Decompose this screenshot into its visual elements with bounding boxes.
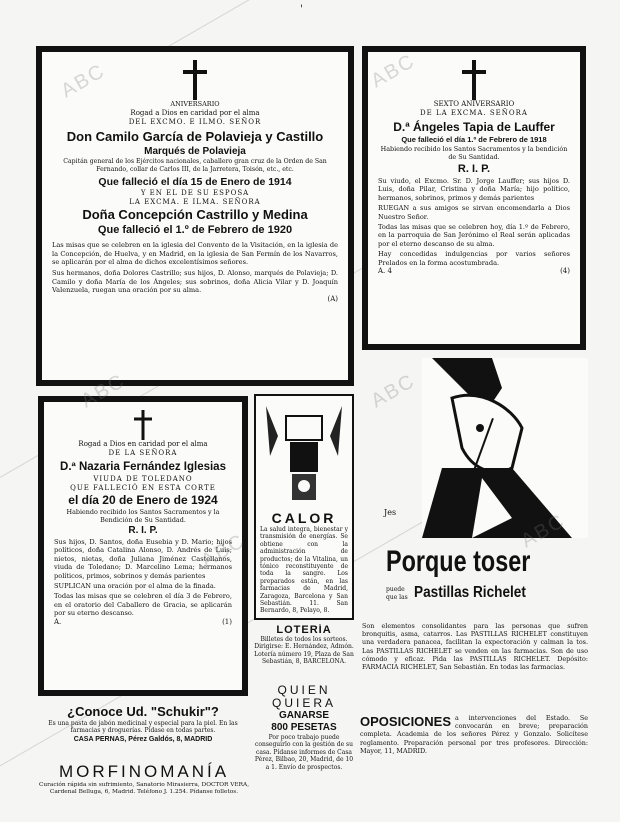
loteria-ad [254, 624, 354, 680]
family-text: Sus hermanos, doña Dolores Castrillo; sus hijos, D. Alonso, marqués de Polavieja; D. Camilo y doña María de los Ángeles; sus sobrinos, doña Alicia Vilar y D. Joaquín Valenzuela, ruegan una oración por su alma. [52, 269, 338, 295]
calor-heading: CALOR [271, 510, 337, 526]
and-wife-line: Y EN EL DE SU ESPOSA [140, 189, 250, 198]
cross-icon [183, 60, 207, 100]
pastillas-body-block [362, 622, 588, 714]
wife-death-date: Que falleció el 1.º de Febrero de 1920 [97, 224, 293, 237]
widow-line: VIUDA DE TOLEDANO [93, 475, 193, 483]
ref-number: (4) [560, 267, 570, 276]
reference: A. 4 [378, 267, 392, 276]
calor-ad [254, 394, 354, 620]
oposiciones-heading: OPOSICIONES [360, 714, 452, 729]
date-prefix: QUE FALLECIÓ EN ESTA CORTE [70, 484, 216, 492]
deceased-name: D.ª Nazaria Fernández Iglesias [60, 461, 226, 473]
loteria-heading: LOTERÍA [276, 624, 332, 636]
abc-watermark: ABC [197, 529, 250, 573]
sacraments: Habiendo recibido los Santos Sacramentos y la Bendición de Su Santidad. [66, 508, 220, 524]
rip: R. I. P. [457, 163, 491, 175]
rip: R. I. P. [128, 525, 158, 536]
masses-text: Todas las misas que se celebren el día 3 de Febrero, en el oratorio del Caballero de Gracia, se aplicarán por su eterno descanso. [54, 592, 232, 618]
honor-line: DE LA EXCMA. SEÑORA [420, 109, 528, 117]
abc-watermark: ABC [517, 509, 570, 553]
deceased-title: Marqués de Polavieja [144, 146, 246, 157]
sacraments: Habiendo recibido los Santos Sacramentos y la bendición de Su Santidad. [380, 145, 568, 161]
quien-line-4: 800 PESETAS [271, 722, 337, 733]
morfinomania-body: Curación rápida sin sufrimiento, Sanatorio Mirasierra, DOCTOR VERA, Cardenal Belluga, 6, Madrid. Teléfono J. 1.254. Pídanse folletos. [38, 782, 250, 796]
deceased-name: Don Camilo García de Polavieja y Castillo [66, 129, 324, 144]
obituary-polavieja [36, 46, 354, 386]
honor-line: DE LA SEÑORA [108, 449, 178, 457]
abc-watermark: ABC [367, 369, 420, 413]
kicker: ANIVERSARIO [170, 100, 220, 108]
pastillas-prefix: Jes [384, 508, 397, 517]
calor-body: La salud integra, bienestar y transmisión de energías. Se obtiene con la administración de productos; de la Vitalina, un tónico reconstituyente de toda la sangre. Los preparados están, en las farmacias de Madrid, Zaragoza, Barcelona y San Sebastián. 11. San Bernardo, 8, Pelayo, 8. [260, 526, 348, 615]
pray-line: Rogad a Dios en caridad por el alma [130, 109, 260, 117]
pastillas-body: Son elementos consolidantes para las personas que sufren bronquitis, asma, catarros. Las PASTILLAS RICHELET constituyen una verdadera panacea, facilitan la expectoración y calman la tos. Las PASTILLAS RICHELET se venden en las farmacias. Son de uso cómodo y eficaz. Pida las PASTILLAS RICHELET. Depósito: FARMACIA RICHELET, San Sebastián. En todas las farmacias. [362, 622, 588, 672]
wife-honor: LA EXCMA. E ILMA. SEÑORA [129, 198, 261, 207]
indulgences-text: Hay concedidas indulgencias por varios señores Prelados en la forma acostumbrada. [378, 250, 570, 267]
abc-watermark: ABC [57, 59, 110, 103]
honor-line: DEL EXCMO. E ILMO. SEÑOR [128, 118, 262, 126]
ref-number: (1) [222, 617, 232, 626]
quien-line-3: GANARSE [278, 710, 329, 721]
cross-icon [134, 410, 152, 440]
obituary-tapia [362, 46, 586, 350]
suplican-text: SUPLICAN una oración por el alma de la finada. [54, 582, 216, 591]
schukir-heading: ¿Conoce Ud. "Schukir"? [67, 704, 219, 719]
death-date: Que falleció el día 15 de Enero de 1914 [98, 176, 292, 189]
loteria-body: Billetes de todos los sorteos. Dirigirse: E. Hernández, Admón. Lotería número 19, Plaza de San Sebastián, 8, BARCELONA. [254, 636, 354, 666]
reference: (A) [327, 294, 338, 303]
vitalina-illustration [256, 396, 352, 506]
pastillas-brand: Pastillas Richelet [414, 584, 526, 601]
pastillas-sub-small: puede [386, 586, 405, 593]
abc-watermark: ABC [77, 369, 130, 413]
oposiciones-ad [360, 714, 588, 808]
pastillas-headline: Porque toser [386, 545, 531, 578]
morfinomania-heading: MORFINOMANÍA [58, 762, 230, 781]
page-mark: ' [300, 4, 303, 15]
masses-text: Las misas que se celebren en la iglesia del Convento de la Visitación, en la iglesia de la Concepción, de Huelva, y en Madrid, en la iglesia de San Fermín de los Navarros, se aplicarán por el alma de dichos excelentísimos señores. [52, 241, 338, 266]
reference: A. [54, 617, 62, 626]
death-date: el día 20 de Enero de 1924 [68, 493, 218, 507]
family-text: Su viudo, el Excmo. Sr. D. Jorge Lauffer; sus hijos D. Luis, doña Pilar, Cristina y doña María; hijo político, hermanos, sobrinos, primos y demás parientes [378, 177, 570, 202]
death-date: Que falleció el día 1.º de Febrero de 1918 [401, 135, 547, 144]
quien-line-2: QUIERA [271, 696, 336, 710]
deceased-description: Capitán general de los Ejércitos nacionales, caballero gran cruz de la Orden de San Fernando, collar de Carlos III, de la Jarretera, Toisón, etc., etc. [63, 158, 327, 173]
oposiciones-body: a intervenciones del Estado. Se convocarán en breve; preparación completa. Academia de los señores Pérez y Gonzalo. Solicítese reglamento. Preparación personal por tres profesores. Dirección: Mayor, 11, MADRID. [360, 714, 588, 755]
quien-line-1: QUIEN [277, 684, 331, 697]
kicker: SEXTO ANIVERSARIO [433, 100, 515, 108]
abc-watermark: ABC [367, 49, 420, 93]
pastillas-sub-small-2: que las [386, 594, 408, 601]
schukir-body: Es una pasta de jabón medicinal y especial para la piel. En las farmacias y droguerías. Pídase en todas partes. [48, 720, 238, 735]
ruegan-text: RUEGAN a sus amigos se sirvan encomendarla a Dios Nuestro Señor. [378, 204, 570, 221]
wife-name: Doña Concepción Castrillo y Medina [82, 207, 308, 223]
schukir-footer: CASA PERNAS, Pérez Galdós, 8, MADRID [73, 735, 213, 743]
masses-text: Todas las misas que se celebren hoy, día 1.º de Febrero, en la parroquia de San Jerónimo el Real serán aplicadas por el eterno descanso de su alma. [378, 223, 570, 248]
pray-line: Rogad a Dios en caridad por el alma [78, 440, 208, 448]
morfinomania-ad [38, 762, 250, 806]
quien-quiera-ad [254, 684, 354, 798]
cross-icon [462, 60, 486, 100]
schukir-ad [38, 704, 248, 762]
quien-body: Por poco trabajo puede conseguirlo con la gestión de su casa. Pídanse informes de Casa Pérez, Bilbao, 20, Madrid, de 10 a 1. Envío de prospectos. [254, 734, 354, 771]
deceased-name: D.ª Ángeles Tapia de Lauffer [393, 120, 555, 134]
family-text: Sus hijos, D. Santos, doña Eusebia y D. Mario; hijos políticos, doña Catalina Alonso, D. Andrés de Luis; nietos, nietas, doña Juliana Jiménez Castellanos, viuda de Toledano; D. Marcelino Lema; hermanos políticos, primos, sobrinos y demás parientes [54, 538, 232, 580]
